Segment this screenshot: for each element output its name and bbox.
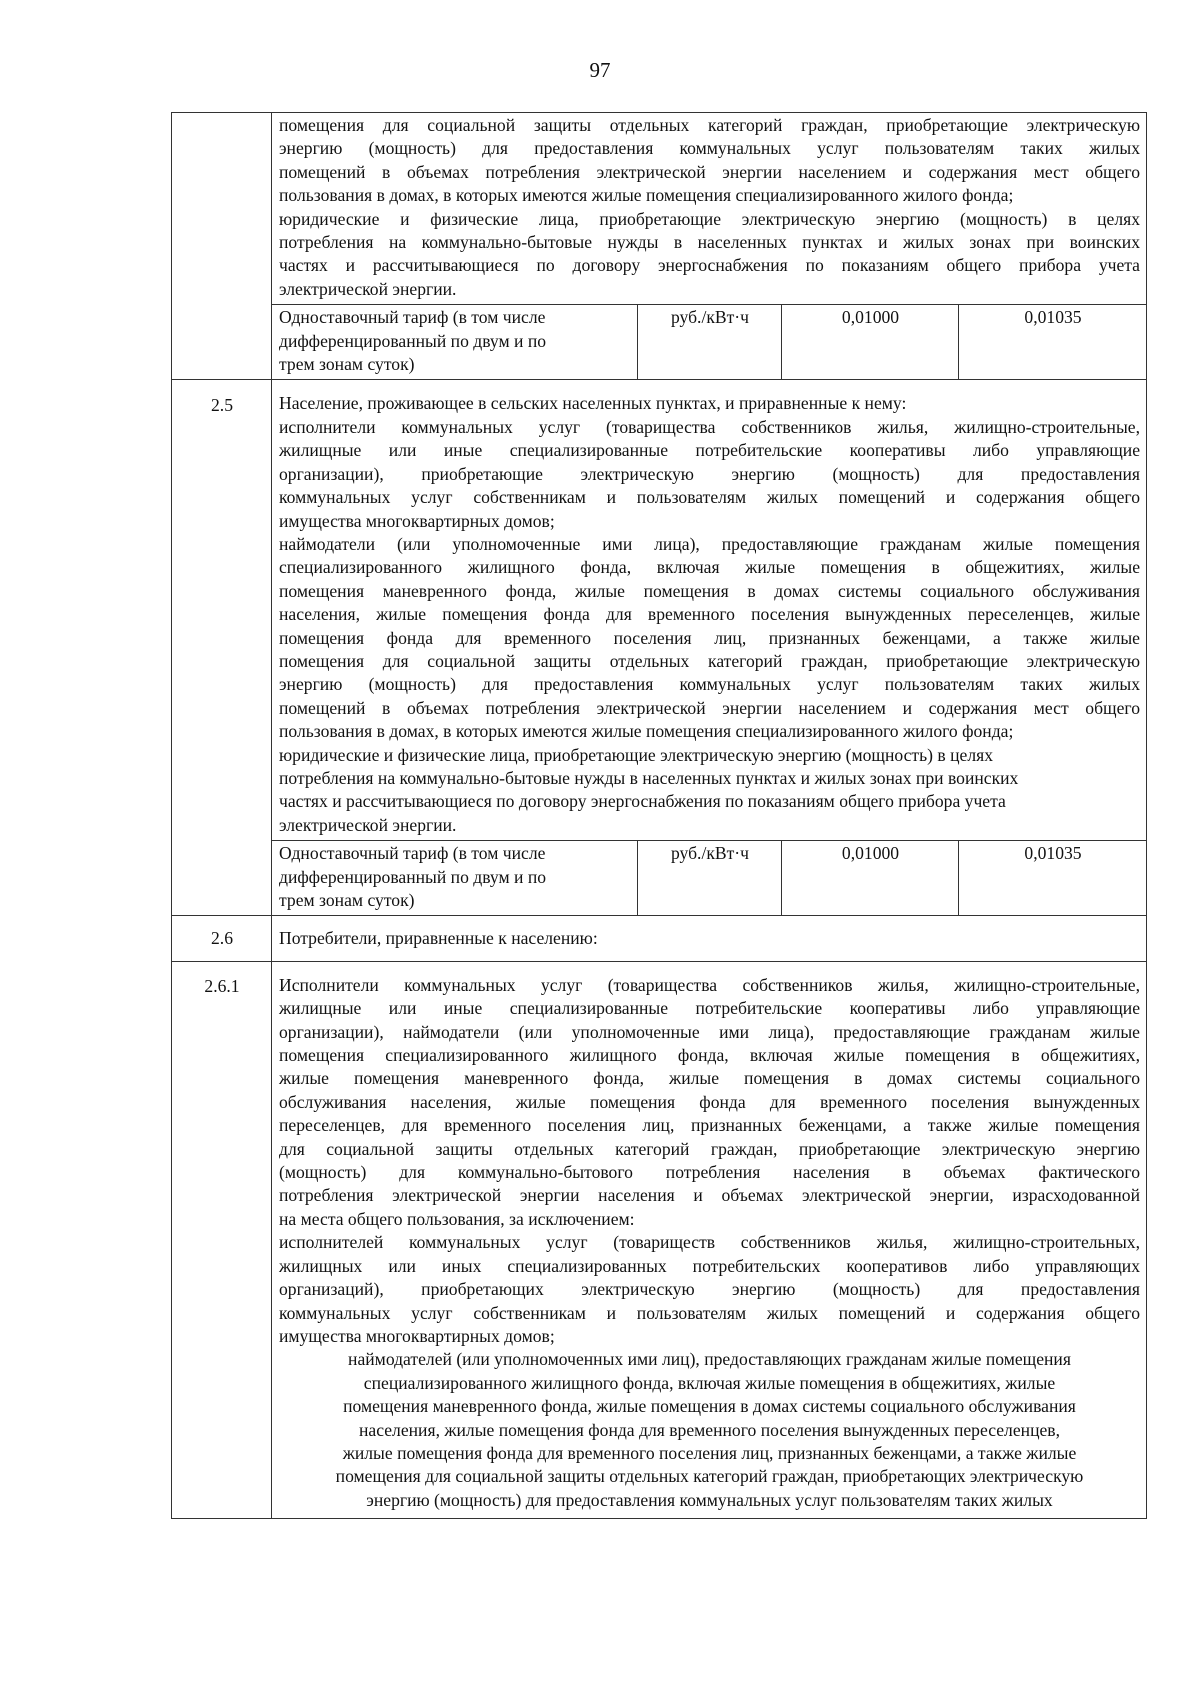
text-line: помещения маневренного фонда, жилые помещения в домах системы социального обслуживания (343, 1396, 1076, 1417)
category-description: Потребители, приравненные к населению: (272, 916, 1147, 961)
text-line: пользования в домах, в которых имеются жилые помещения специализированного жилого фонда; (279, 721, 1014, 742)
text-line: частях и рассчитывающиеся по договору энергоснабжения по показаниям общего прибора учета (279, 255, 1140, 276)
text-line: энергию (мощность) для предоставления коммунальных услуг пользователям таких жилых (279, 674, 1140, 695)
text-line: энергию (мощность) для предоставления коммунальных услуг пользователям таких жилых (279, 138, 1140, 159)
text-line: специализированного жилищного фонда, включая жилые помещения в общежитиях, жилые (279, 557, 1140, 578)
table-row (172, 916, 1147, 961)
text-line: на места общего пользования, за исключением: (279, 1208, 635, 1229)
tariff-value-second-half: 0,01035 (959, 305, 1147, 380)
text-line: трем зонам суток) (279, 890, 415, 910)
category-description (272, 961, 1147, 1518)
text-line: имущества многоквартирных домов; (279, 1325, 555, 1346)
text-line: пользования в домах, в которых имеются жилые помещения специализированного жилого фонда; (279, 185, 1014, 206)
text-line: частях и рассчитывающиеся по договору энергоснабжения по показаниям общего прибора учета (279, 791, 1006, 812)
text-line: жилищные или иные специализированные потребительские кооперативы либо управляющие (279, 440, 1140, 461)
text-line: Исполнители коммунальных услуг (товарищества собственников жилья, жилищно-строительные, (279, 974, 1140, 995)
text-line: помещения фонда для временного поселения лиц, признанных беженцами, а также жилые (279, 627, 1140, 648)
text-line: населения, жилые помещения фонда для временного поселения вынужденных переселенцев, (359, 1419, 1060, 1440)
row-number (172, 113, 272, 380)
text-line: помещения для социальной защиты отдельных категорий граждан, приобретающих электрическую (335, 1466, 1084, 1487)
tariff-unit: руб./кВт·ч (638, 305, 782, 380)
text-line: жилищных или иных специализированных потребительских кооперативов либо управляющих (279, 1255, 1140, 1276)
text-line: помещения специализированного жилищного фонда, включая жилые помещения в общежитиях, (279, 1045, 1140, 1066)
tariff-name (272, 305, 638, 380)
text-line: населения, жилые помещения фонда для временного поселения вынужденных переселенцев, жилые (279, 604, 1140, 625)
text-line: коммунальных услуг собственникам и пользователям жилых помещений и содержания общего (279, 487, 1140, 508)
category-description (272, 380, 1147, 841)
tariff-name (272, 841, 638, 916)
text-line: организаций), приобретающих электрическую энергию (мощность) для предоставления (279, 1279, 1140, 1300)
text-line: исполнители коммунальных услуг (товарищества собственников жилья, жилищно-строительные, (279, 416, 1140, 437)
row-number: 2.5 (172, 380, 272, 916)
text-line: электрической энергии. (279, 278, 457, 299)
text-line: помещения для социальной защиты отдельных категорий граждан, приобретающие электрическую (279, 650, 1140, 671)
text-line: переселенцев, для временного поселения лиц, признанных беженцами, а также жилые помещения (279, 1115, 1140, 1136)
text-line: (мощность) для коммунально-бытового потребления населения в объемах фактического (279, 1162, 1140, 1183)
text-line: энергию (мощность) для предоставления коммунальных услуг пользователям таких жилых (366, 1489, 1053, 1510)
text-line: жилищные или иные специализированные потребительские кооперативы либо управляющие (279, 998, 1140, 1019)
category-description (272, 113, 1147, 305)
text-line: юридические и физические лица, приобретающие электрическую энергию (мощность) в целях (279, 208, 1140, 229)
text-line: электрической энергии. (279, 814, 457, 835)
text-line: потребления на коммунально-бытовые нужды в населенных пунктах и жилых зонах при воинских (279, 232, 1140, 253)
text-line: жилые помещения маневренного фонда, жилые помещения в домах системы социального (279, 1068, 1140, 1089)
text-line: жилые помещения фонда для временного поселения лиц, признанных беженцами, а также жилые (342, 1442, 1077, 1463)
text-line: помещений в объемах потребления электрической энергии населением и содержания мест общего (279, 697, 1140, 718)
text-line: наймодателей (или уполномоченных ими лиц), предоставляющих гражданам жилые помещения (348, 1349, 1071, 1370)
text-line: помещений в объемах потребления электрической энергии населением и содержания мест общего (279, 161, 1140, 182)
text-line: дифференцированный по двум и по (279, 330, 547, 351)
text-line: организации), приобретающие электрическую энергию (мощность) для предоставления (279, 463, 1140, 484)
text-line: исполнителей коммунальных услуг (товариществ собственников жилья, жилищно-строительных, (279, 1232, 1140, 1253)
text-line: юридические и физические лица, приобретающие электрическую энергию (мощность) в целях (279, 744, 993, 765)
table-row (172, 380, 1147, 841)
tariff-unit: руб./кВт·ч (638, 841, 782, 916)
text-line: трем зонам суток) (279, 354, 415, 375)
text-line: Одноставочный тариф (в том числе (279, 307, 546, 328)
text-line: потребления электрической энергии населения и объемах электрической энергии, израсходованной (279, 1185, 1140, 1206)
text-line: Одноставочный тариф (в том числе (279, 843, 546, 864)
text-line: помещения для социальной защиты отдельных категорий граждан, приобретающие электрическую (279, 115, 1140, 135)
row-number: 2.6.1 (172, 961, 272, 1518)
text-line: наймодатели (или уполномоченные ими лица), предоставляющие гражданам жилые помещения (279, 533, 1140, 554)
text-line: потребления на коммунально-бытовые нужды в населенных пунктах и жилых зонах при воинских (279, 767, 1019, 788)
text-line: Население, проживающее в сельских населенных пунктах, и приравненные к нему: (279, 393, 907, 414)
table-row (172, 961, 1147, 1518)
text-line: коммунальных услуг собственникам и пользователям жилых помещений и содержания общего (279, 1302, 1140, 1323)
tariff-table (171, 112, 1147, 1519)
text-line: специализированного жилищного фонда, включая жилые помещения в общежитиях, жилые (363, 1372, 1056, 1393)
tariff-value-first-half: 0,01000 (782, 305, 959, 380)
text-line: организации), наймодатели (или уполномоченные ими лица), предоставляющие гражданам жилые (279, 1021, 1140, 1042)
page-number: 97 (589, 58, 611, 82)
tariff-row (172, 305, 1147, 380)
text-line: имущества многоквартирных домов; (279, 510, 555, 531)
text-line: для социальной защиты отдельных категорий граждан, приобретающие электрическую энергию (279, 1138, 1140, 1159)
tariff-value-second-half: 0,01035 (959, 841, 1147, 916)
tariff-row (172, 841, 1147, 916)
table-row (172, 113, 1147, 305)
tariff-value-first-half: 0,01000 (782, 841, 959, 916)
row-number: 2.6 (172, 916, 272, 961)
text-line: помещения маневренного фонда, жилые помещения в домах системы социального обслуживания (279, 580, 1140, 601)
text-line: обслуживания населения, жилые помещения фонда для временного поселения вынужденных (279, 1091, 1140, 1112)
text-line: дифференцированный по двум и по (279, 866, 547, 887)
